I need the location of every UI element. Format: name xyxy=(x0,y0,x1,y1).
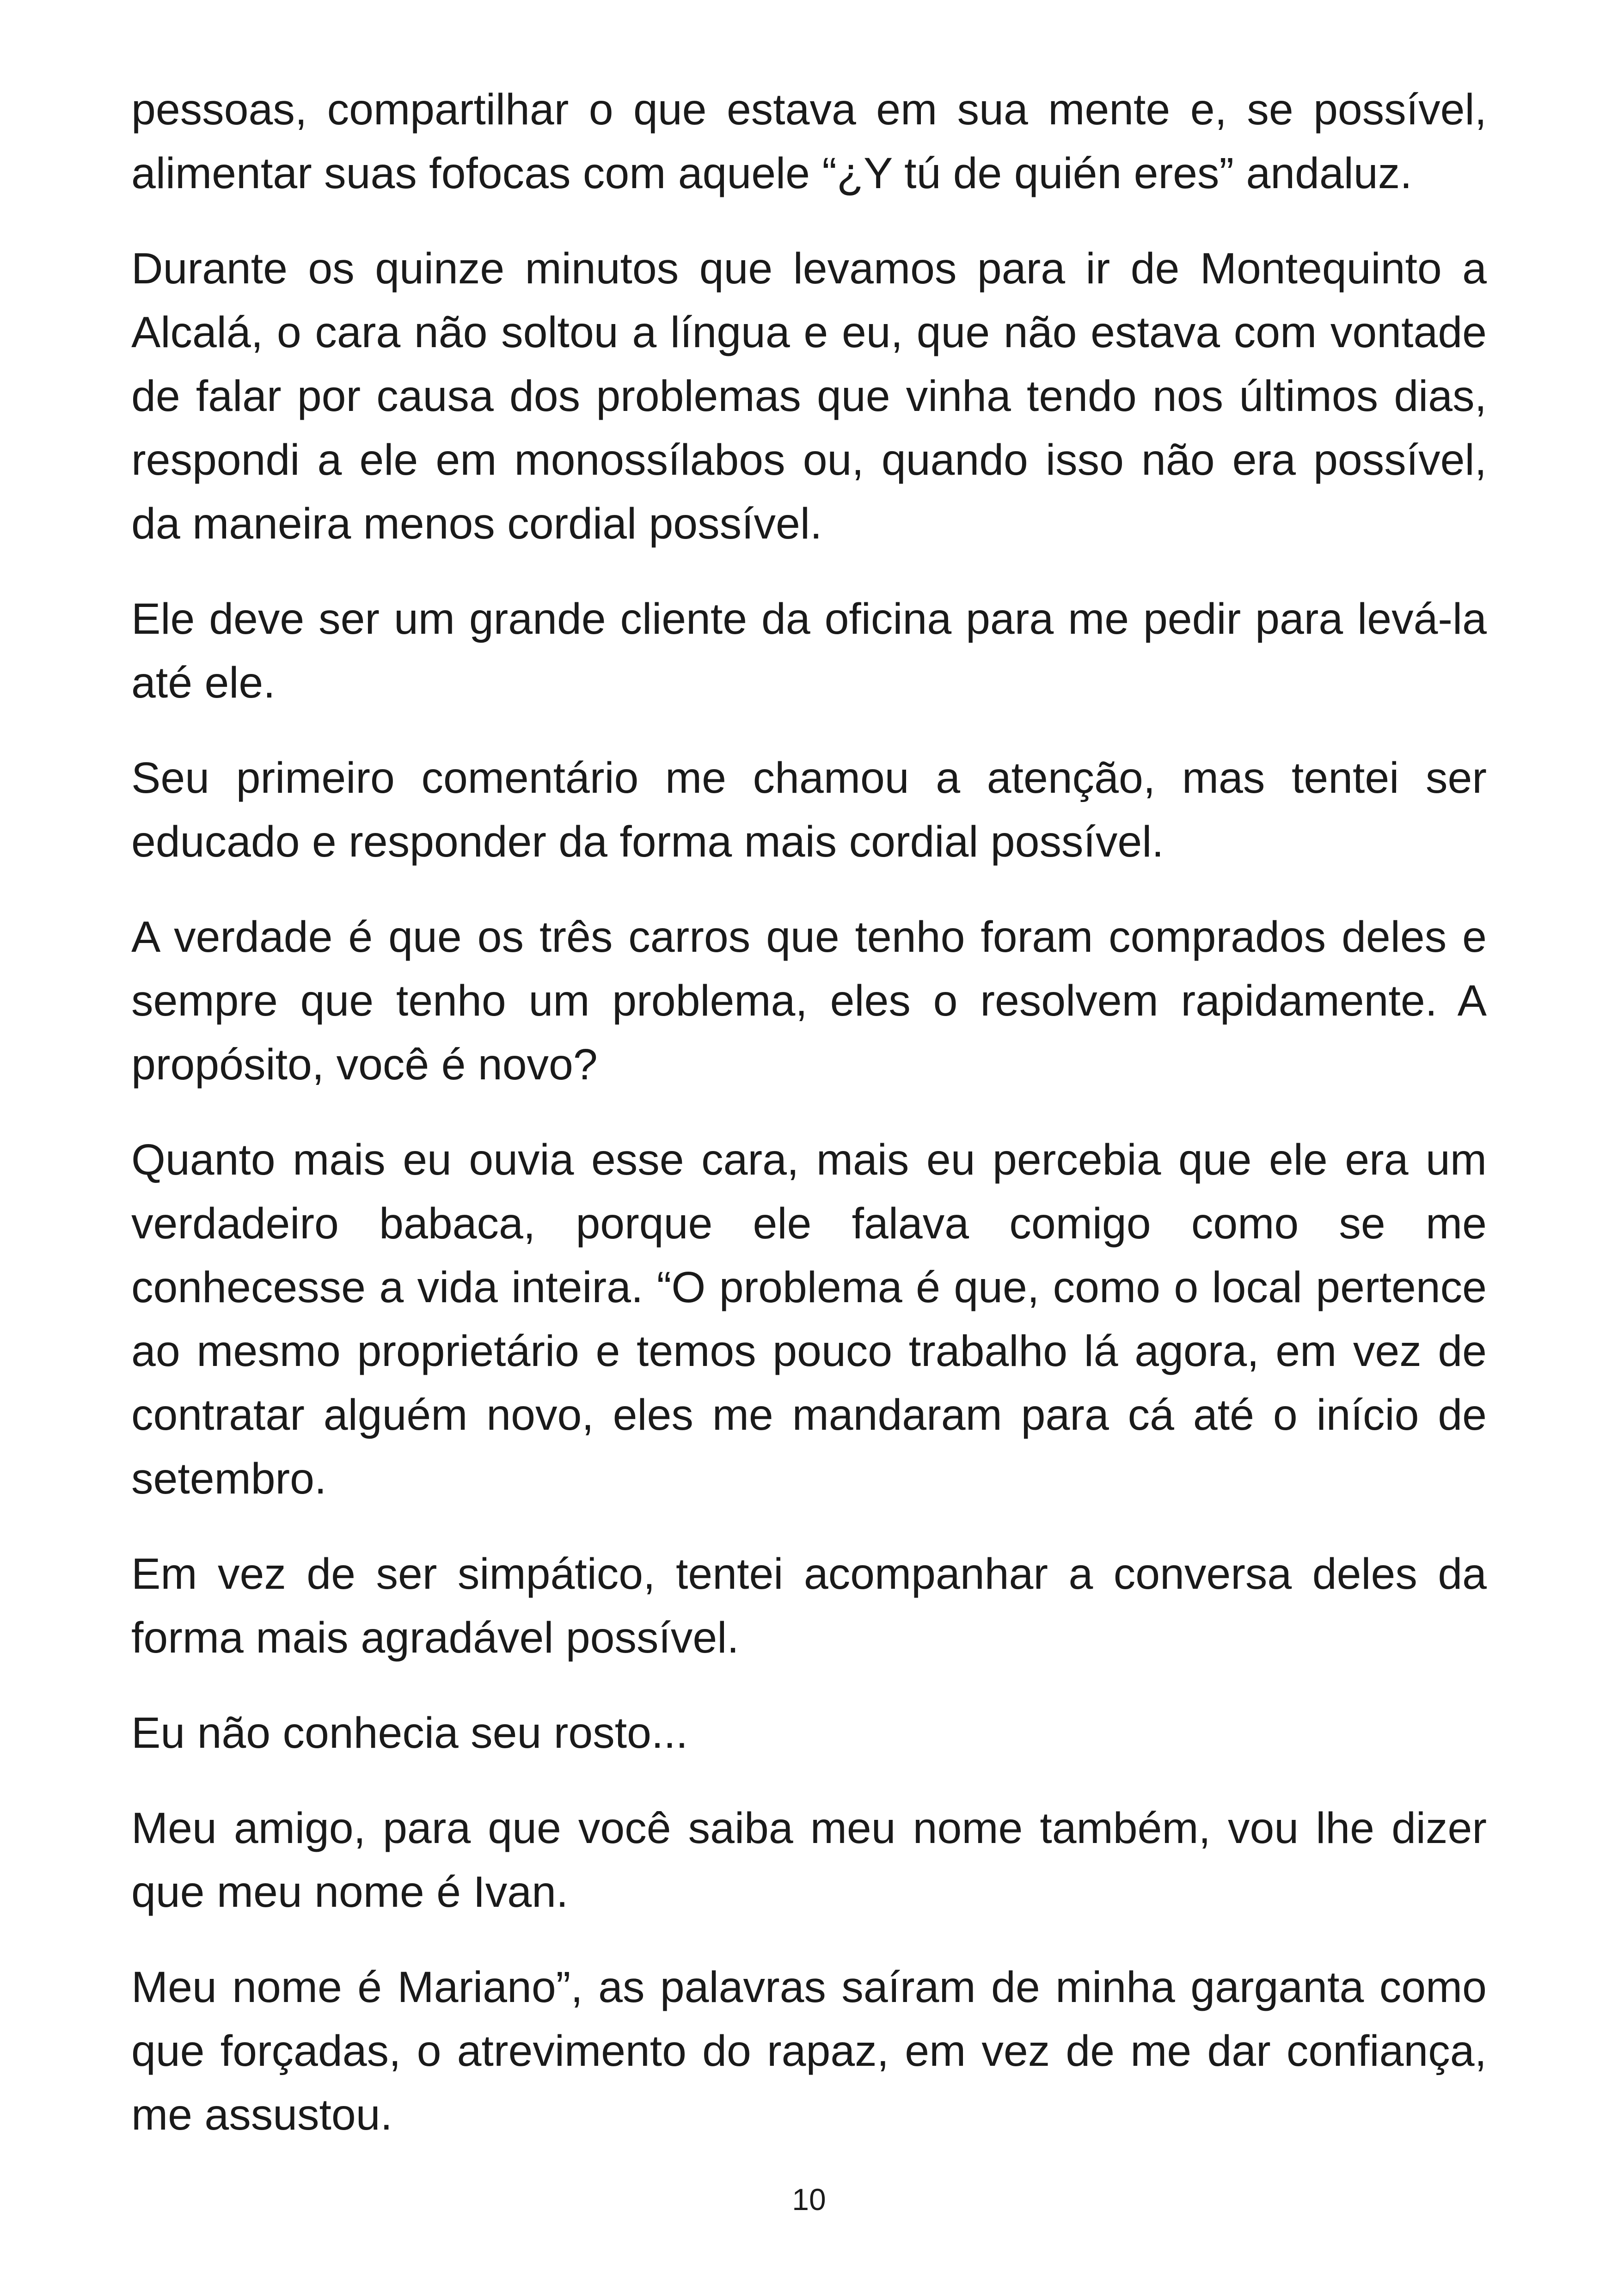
page-number: 10 xyxy=(792,2182,826,2216)
paragraph: Em vez de ser simpático, tentei acompanhar a conversa deles da forma mais agradável possível. xyxy=(131,1549,1487,1662)
paragraph: pessoas, compartilhar o que estava em sua mente e, se possível, alimentar suas fofocas com aquele “¿Y tú de quién eres” andaluz. xyxy=(131,85,1487,198)
page-body xyxy=(131,78,1487,2178)
paragraph: Durante os quinze minutos que levamos para ir de Montequinto a Alcalá, o cara não soltou a língua e eu, que não estava com vontade de falar por causa dos problemas que vinha tendo nos últimos dias, respondi a ele em monossílabos ou, quando isso não era possível, da maneira menos cordial possível. xyxy=(131,244,1487,548)
paragraph: Meu amigo, para que você saiba meu nome também, vou lhe dizer que meu nome é Ivan. xyxy=(131,1804,1487,1916)
paragraph: Eu não conhecia seu rosto... xyxy=(131,1708,688,1757)
paragraph: Meu nome é Mariano”, as palavras saíram de minha garganta como que forçadas, o atrevimento do rapaz, em vez de me dar confiança, me assustou. xyxy=(131,1963,1487,2139)
paragraph: Seu primeiro comentário me chamou a atenção, mas tentei ser educado e responder da forma mais cordial possível. xyxy=(131,753,1487,866)
paragraph: Ele deve ser um grande cliente da oficina para me pedir para levá-la até ele. xyxy=(131,594,1487,707)
paragraph: A verdade é que os três carros que tenho foram comprados deles e sempre que tenho um problema, eles o resolvem rapidamente. A propósito, você é novo? xyxy=(131,912,1487,1089)
paragraph: Quanto mais eu ouvia esse cara, mais eu percebia que ele era um verdadeiro babaca, porque ele falava comigo como se me conhecesse a vida inteira. “O problema é que, como o local pertence ao mesmo proprietário e temos pouco trabalho lá agora, em vez de contratar alguém novo, eles me mandaram para cá até o início de setembro. xyxy=(131,1135,1487,1503)
